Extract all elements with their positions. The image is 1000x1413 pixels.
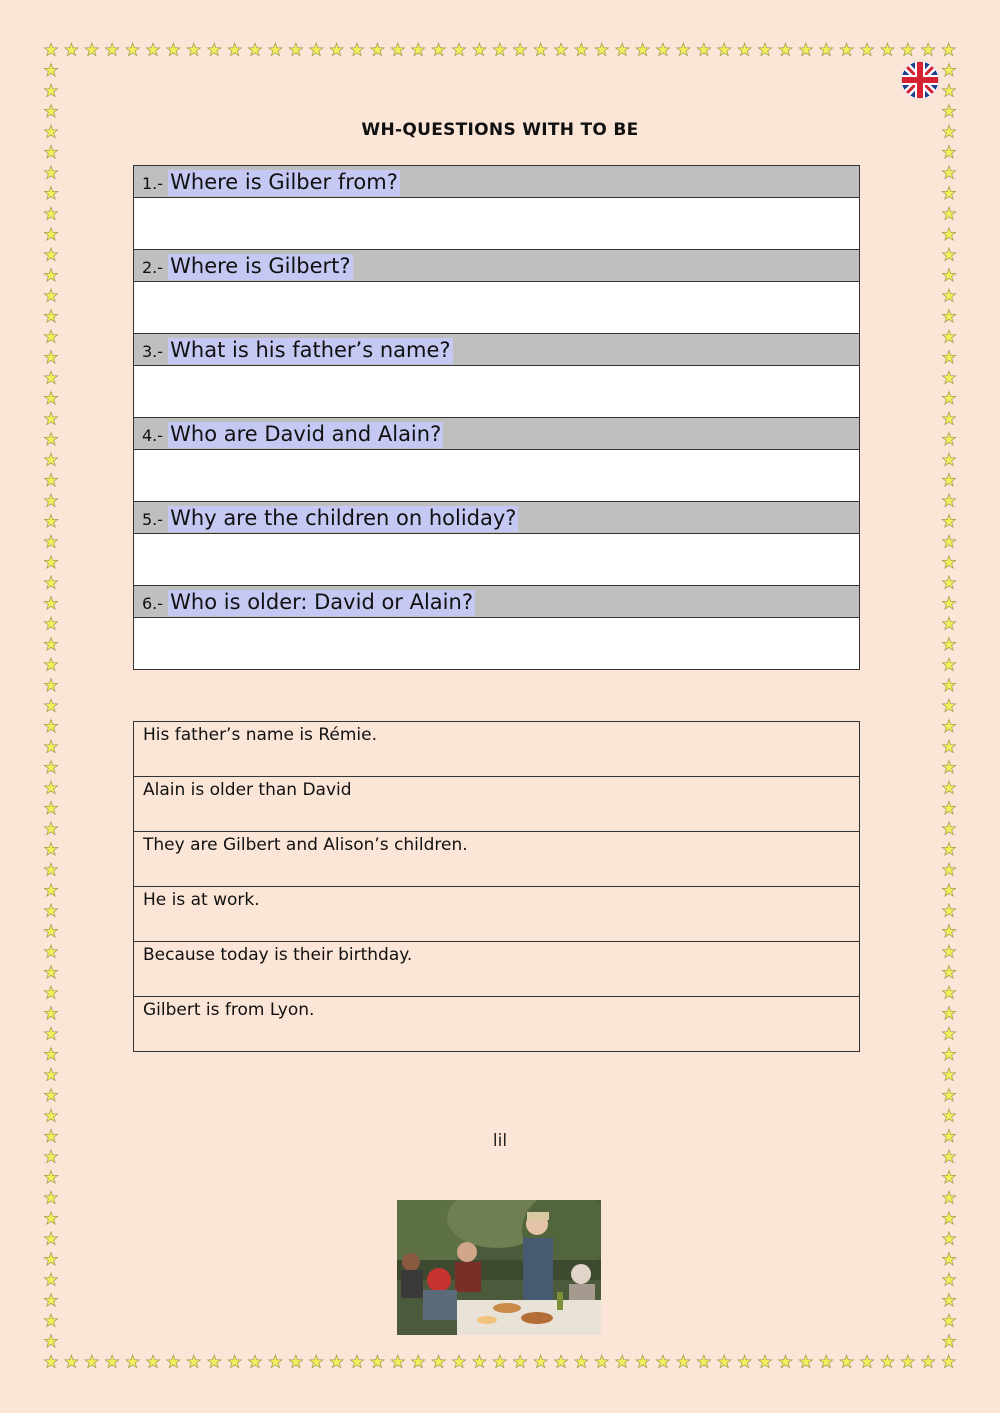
star-icon: [942, 576, 955, 589]
star-icon: [942, 1150, 955, 1163]
question-text: Where is Gilbert?: [170, 253, 351, 278]
star-icon: [44, 1089, 57, 1102]
star-icon: [44, 207, 57, 220]
star-icon: [799, 43, 812, 56]
star-icon: [942, 597, 955, 610]
star-icon: [44, 802, 57, 815]
star-icon: [65, 1355, 78, 1368]
answer-blank-4[interactable]: [134, 450, 860, 502]
star-icon: [44, 1027, 57, 1040]
question-number: 5.-: [142, 509, 164, 529]
question-row-5: [134, 502, 860, 534]
star-icon: [942, 843, 955, 856]
star-icon: [44, 679, 57, 692]
answer-blank-5[interactable]: [134, 534, 860, 586]
question-text: Who are David and Alain?: [170, 421, 442, 446]
star-icon: [44, 166, 57, 179]
star-icon: [942, 638, 955, 651]
star-icon: [44, 453, 57, 466]
star-icon: [942, 986, 955, 999]
star-icon: [942, 1232, 955, 1245]
star-icon: [44, 1068, 57, 1081]
star-icon: [44, 187, 57, 200]
star-icon: [371, 43, 384, 56]
star-icon: [126, 43, 139, 56]
star-icon: [942, 1253, 955, 1266]
star-icon: [860, 1355, 873, 1368]
question-number: 4.-: [142, 425, 164, 445]
answer-option[interactable]: He is at work.: [134, 887, 860, 942]
star-icon: [942, 925, 955, 938]
star-icon: [758, 1355, 771, 1368]
star-icon: [922, 1355, 935, 1368]
star-icon: [677, 1355, 690, 1368]
star-icon: [208, 43, 221, 56]
star-icon: [208, 1355, 221, 1368]
question-number: 6.-: [142, 593, 164, 613]
star-icon: [44, 1150, 57, 1163]
star-icon: [779, 1355, 792, 1368]
uk-flag-icon: [899, 59, 941, 101]
star-icon: [44, 1191, 57, 1204]
star-icon: [942, 781, 955, 794]
star-icon: [942, 474, 955, 487]
star-icon: [942, 330, 955, 343]
star-icon: [942, 679, 955, 692]
star-icon: [452, 1355, 465, 1368]
star-icon: [738, 1355, 751, 1368]
star-icon: [228, 43, 241, 56]
star-icon: [44, 269, 57, 282]
star-icon: [942, 146, 955, 159]
star-icon: [942, 1109, 955, 1122]
star-icon: [942, 740, 955, 753]
star-icon: [44, 1273, 57, 1286]
star-icon: [44, 1232, 57, 1245]
star-icon: [167, 43, 180, 56]
star-icon: [44, 617, 57, 630]
star-icon: [44, 228, 57, 241]
question-row-1: [134, 166, 860, 198]
star-icon: [656, 1355, 669, 1368]
star-icon: [779, 43, 792, 56]
star-icon: [187, 1355, 200, 1368]
answers-table: [133, 721, 860, 1052]
star-icon: [656, 43, 669, 56]
star-icon: [146, 1355, 159, 1368]
star-icon: [269, 1355, 282, 1368]
star-icon: [942, 1314, 955, 1327]
star-icon: [901, 43, 914, 56]
star-icon: [44, 310, 57, 323]
star-icon: [677, 43, 690, 56]
question-row-3: [134, 334, 860, 366]
star-icon: [106, 1355, 119, 1368]
star-icon: [942, 269, 955, 282]
star-icon: [248, 1355, 261, 1368]
star-icon: [514, 43, 527, 56]
star-icon: [44, 1355, 57, 1368]
star-icon: [942, 310, 955, 323]
star-icon: [371, 1355, 384, 1368]
star-icon: [44, 1007, 57, 1020]
star-icon: [44, 392, 57, 405]
star-icon: [44, 289, 57, 302]
star-icon: [942, 1191, 955, 1204]
answer-blank-3[interactable]: [134, 366, 860, 418]
family-dinner-photo: [397, 1200, 601, 1335]
star-icon: [44, 597, 57, 610]
star-icon: [289, 43, 302, 56]
star-icon: [718, 1355, 731, 1368]
star-icon: [942, 84, 955, 97]
star-icon: [167, 1355, 180, 1368]
star-icon: [534, 1355, 547, 1368]
star-icon: [44, 105, 57, 118]
star-icon: [942, 1335, 955, 1348]
question-text: Where is Gilber from?: [170, 169, 398, 194]
star-icon: [942, 1048, 955, 1061]
star-icon: [942, 1007, 955, 1020]
star-icon: [44, 351, 57, 364]
star-icon: [942, 207, 955, 220]
star-icon: [44, 474, 57, 487]
question-cell: [134, 418, 860, 450]
star-icon: [636, 1355, 649, 1368]
star-icon: [820, 1355, 833, 1368]
star-icon: [942, 1355, 955, 1368]
star-icon: [44, 330, 57, 343]
star-icon: [44, 576, 57, 589]
star-icon: [942, 535, 955, 548]
star-icon: [697, 1355, 710, 1368]
star-icon: [595, 1355, 608, 1368]
star-icon: [840, 43, 853, 56]
star-icon: [248, 43, 261, 56]
star-icon: [44, 781, 57, 794]
star-icon: [146, 43, 159, 56]
star-icon: [44, 515, 57, 528]
star-icon: [942, 617, 955, 630]
star-icon: [942, 1171, 955, 1184]
star-icon: [44, 843, 57, 856]
star-icon: [942, 1068, 955, 1081]
star-icon: [44, 1048, 57, 1061]
star-icon: [44, 556, 57, 569]
star-icon: [942, 351, 955, 364]
star-icon: [493, 43, 506, 56]
star-icon: [44, 371, 57, 384]
star-icon: [881, 1355, 894, 1368]
star-icon: [432, 43, 445, 56]
star-icon: [44, 720, 57, 733]
star-icon: [330, 43, 343, 56]
star-icon: [942, 863, 955, 876]
star-icon: [44, 761, 57, 774]
star-icon: [697, 43, 710, 56]
star-icon: [942, 228, 955, 241]
star-icon: [942, 1294, 955, 1307]
star-icon: [44, 84, 57, 97]
star-icon: [44, 43, 57, 56]
question-number: 3.-: [142, 341, 164, 361]
star-icon: [942, 904, 955, 917]
question-cell: [134, 502, 860, 534]
star-icon: [44, 740, 57, 753]
star-icon: [44, 248, 57, 261]
star-icon: [942, 761, 955, 774]
star-icon: [44, 966, 57, 979]
star-icon: [942, 1212, 955, 1225]
star-icon: [942, 105, 955, 118]
star-icon: [942, 720, 955, 733]
star-icon: [44, 535, 57, 548]
star-icon: [44, 822, 57, 835]
star-icon: [616, 43, 629, 56]
star-icon: [391, 43, 404, 56]
question-row-2: [134, 250, 860, 282]
question-text: What is his father’s name?: [170, 337, 451, 362]
star-icon: [452, 43, 465, 56]
star-icon: [44, 904, 57, 917]
star-icon: [942, 494, 955, 507]
star-icon: [942, 166, 955, 179]
star-icon: [942, 515, 955, 528]
questions-table: [133, 165, 860, 670]
star-icon: [289, 1355, 302, 1368]
star-icon: [942, 453, 955, 466]
star-icon: [44, 925, 57, 938]
star-icon: [269, 43, 282, 56]
question-number: 1.-: [142, 173, 164, 193]
star-icon: [942, 392, 955, 405]
answer-option[interactable]: They are Gilbert and Alison’s children.: [134, 832, 860, 887]
star-icon: [106, 43, 119, 56]
star-icon: [310, 43, 323, 56]
star-icon: [942, 658, 955, 671]
star-icon: [738, 43, 751, 56]
answer-option[interactable]: Alain is older than David: [134, 777, 860, 832]
question-row-4: [134, 418, 860, 450]
star-icon: [350, 1355, 363, 1368]
star-icon: [718, 43, 731, 56]
star-icon: [432, 1355, 445, 1368]
answer-option[interactable]: His father’s name is Rémie.: [134, 722, 860, 777]
star-icon: [942, 822, 955, 835]
star-icon: [412, 43, 425, 56]
star-icon: [758, 43, 771, 56]
star-icon: [514, 1355, 527, 1368]
star-icon: [881, 43, 894, 56]
star-icon: [922, 43, 935, 56]
star-icon: [942, 884, 955, 897]
question-cell: [134, 586, 860, 618]
star-icon: [616, 1355, 629, 1368]
star-icon: [575, 1355, 588, 1368]
star-icon: [901, 1355, 914, 1368]
star-icon: [412, 1355, 425, 1368]
star-icon: [860, 43, 873, 56]
star-icon: [575, 43, 588, 56]
star-icon: [493, 1355, 506, 1368]
star-icon: [44, 1212, 57, 1225]
star-icon: [44, 1109, 57, 1122]
star-icon: [330, 1355, 343, 1368]
star-icon: [126, 1355, 139, 1368]
star-icon: [350, 43, 363, 56]
star-icon: [44, 945, 57, 958]
star-icon: [44, 1314, 57, 1327]
star-icon: [65, 43, 78, 56]
star-icon: [942, 412, 955, 425]
footer-note: lil: [492, 1131, 508, 1151]
star-icon: [44, 638, 57, 651]
star-icon: [44, 433, 57, 446]
question-cell: [134, 334, 860, 366]
star-icon: [942, 1273, 955, 1286]
star-icon: [942, 1027, 955, 1040]
question-cell: [134, 166, 860, 198]
star-icon: [391, 1355, 404, 1368]
answer-blank-1[interactable]: [134, 198, 860, 250]
question-text: Why are the children on holiday?: [170, 505, 517, 530]
star-icon: [534, 43, 547, 56]
star-icon: [44, 1171, 57, 1184]
star-icon: [942, 187, 955, 200]
star-icon: [85, 1355, 98, 1368]
star-icon: [473, 1355, 486, 1368]
question-text: Who is older: David or Alain?: [170, 589, 473, 614]
star-icon: [554, 1355, 567, 1368]
star-icon: [187, 43, 200, 56]
star-icon: [44, 1294, 57, 1307]
star-icon: [942, 43, 955, 56]
star-icon: [44, 1253, 57, 1266]
star-icon: [44, 884, 57, 897]
answer-option[interactable]: Because today is their birthday.: [134, 942, 860, 997]
star-icon: [840, 1355, 853, 1368]
star-icon: [85, 43, 98, 56]
star-icon: [44, 494, 57, 507]
star-icon: [44, 986, 57, 999]
star-icon: [942, 289, 955, 302]
question-cell: [134, 250, 860, 282]
star-icon: [942, 433, 955, 446]
star-icon: [473, 43, 486, 56]
star-icon: [636, 43, 649, 56]
star-icon: [942, 64, 955, 77]
question-row-6: [134, 586, 860, 618]
star-icon: [310, 1355, 323, 1368]
star-icon: [554, 43, 567, 56]
star-icon: [44, 863, 57, 876]
answer-option[interactable]: Gilbert is from Lyon.: [134, 997, 860, 1052]
worksheet-title: WH-QUESTIONS WITH TO BE: [361, 120, 639, 140]
question-number: 2.-: [142, 257, 164, 277]
answer-blank-6[interactable]: [134, 618, 860, 670]
answer-blank-2[interactable]: [134, 282, 860, 334]
star-icon: [44, 64, 57, 77]
star-icon: [44, 658, 57, 671]
star-icon: [942, 966, 955, 979]
star-icon: [44, 412, 57, 425]
star-icon: [820, 43, 833, 56]
star-icon: [942, 1089, 955, 1102]
star-icon: [44, 699, 57, 712]
star-icon: [942, 556, 955, 569]
star-icon: [44, 1335, 57, 1348]
star-icon: [228, 1355, 241, 1368]
star-icon: [942, 371, 955, 384]
star-icon: [44, 146, 57, 159]
star-icon: [942, 945, 955, 958]
star-icon: [595, 43, 608, 56]
star-icon: [942, 248, 955, 261]
star-icon: [799, 1355, 812, 1368]
star-icon: [942, 802, 955, 815]
star-icon: [942, 699, 955, 712]
